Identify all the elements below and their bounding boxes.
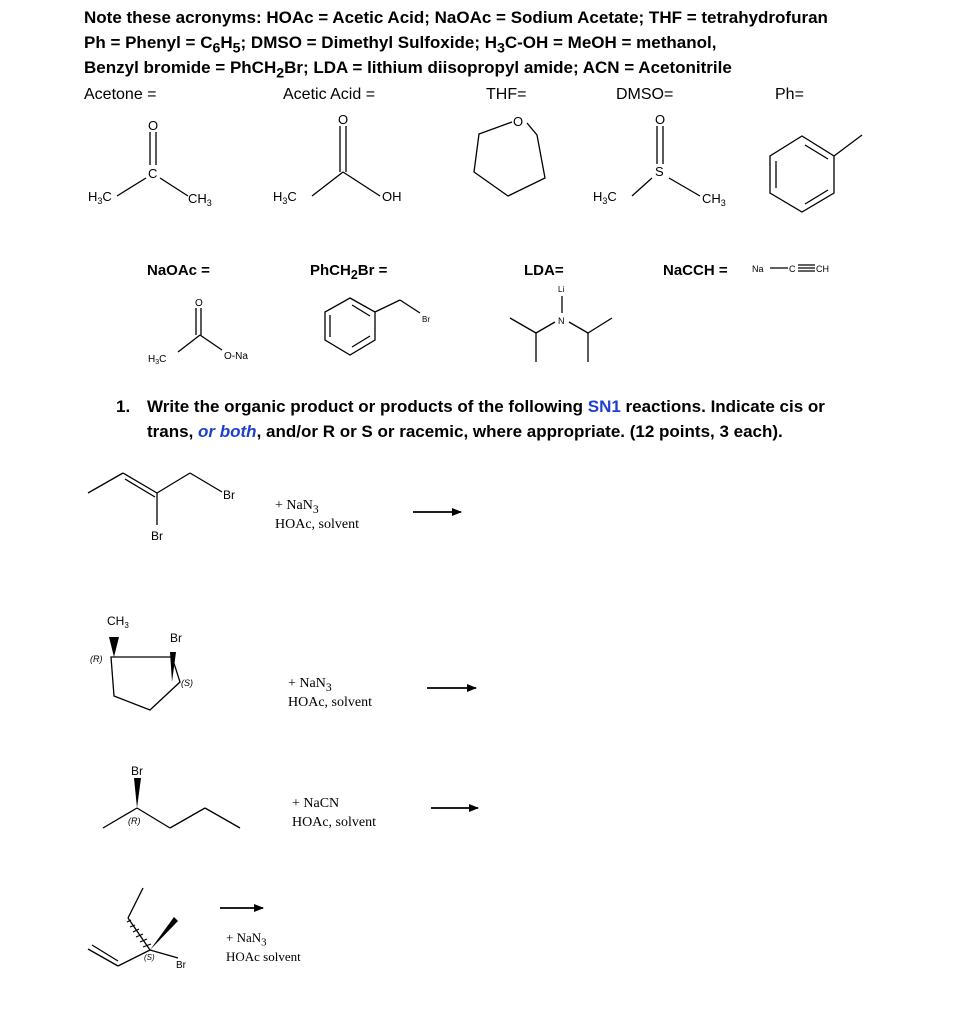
acetone-h3c: $H_3C$ xyxy=(88,189,112,206)
sn1-highlight: SN1 xyxy=(587,397,621,416)
acetic-acid-h3c: $H_3C$ xyxy=(273,189,297,206)
acetone-ch3: $CH_3$ xyxy=(188,191,212,208)
question-line-1: Write the organic product or products of the following SN1 reactions. Indicate cis or xyxy=(147,397,825,416)
dmso-sulfur: S xyxy=(655,164,664,179)
reaction-4-br: Br xyxy=(176,960,186,971)
naccch-na: Na xyxy=(752,264,764,274)
acetic-acid-structure xyxy=(312,126,380,196)
dmso-label: DMSO= xyxy=(616,86,674,103)
reaction-4-s-label: (S) xyxy=(144,953,155,962)
ph-label: Ph= xyxy=(775,86,804,103)
dmso-structure xyxy=(632,126,700,196)
reaction-3-substrate xyxy=(103,778,240,828)
acetone-oxygen: O xyxy=(148,118,159,133)
thf-label: THF= xyxy=(486,86,527,103)
reaction-3-conditions: + NaCN HOAc, solvent xyxy=(292,796,376,830)
reaction-1-br-vinyl: Br xyxy=(151,529,163,543)
naoac-ona: O-Na xyxy=(224,351,248,362)
dmso-ch3: $CH_3$ xyxy=(702,191,726,208)
naoac-oxygen: O xyxy=(195,298,203,309)
acetone-carbon: C xyxy=(148,166,158,181)
reaction-4-substrate xyxy=(88,888,178,966)
thf-oxygen: O xyxy=(513,114,524,129)
dmso-h3c: $H_3C$ xyxy=(593,189,617,206)
naoac-h3c: $H_3C$ xyxy=(148,354,167,366)
acetone-label: Acetone = xyxy=(84,86,157,103)
naoac-label: NaOAc = xyxy=(147,262,210,279)
lda-lithium: Li xyxy=(558,285,565,294)
question-number: 1. xyxy=(116,397,131,416)
reaction-3-r-label: (R) xyxy=(128,816,141,826)
dmso-oxygen: O xyxy=(655,112,666,127)
acetic-acid-oxygen: O xyxy=(338,112,349,127)
note-line-2: Ph = Phenyl = $C_6H_5$; DMSO = Dimethyl Sulfoxide; $H_3C-OH$ = MeOH = methanol, xyxy=(84,33,717,57)
acetone-structure xyxy=(117,132,188,196)
reaction-2-r-label: (R) xyxy=(90,654,103,664)
benzyl-bromide-br: Br xyxy=(422,315,430,324)
reaction-1-conditions: + NaN$_3$ HOAc, solvent xyxy=(275,498,359,532)
reaction-2-substrate xyxy=(109,637,180,710)
benzyl-bromide-structure xyxy=(325,298,420,355)
reaction-3-br: Br xyxy=(131,764,143,778)
reaction-4-conditions: + NaN$_3$ HOAc solvent xyxy=(226,930,301,964)
question-line-2: trans, or both, and/or R or S or racemic, where appropriate. (12 points, 3 each). xyxy=(147,422,783,441)
note-line-1: Note these acronyms: HOAc = Acetic Acid; NaOAc = Sodium Acetate; THF = tetrahydrofuran xyxy=(84,8,828,27)
reaction-2-conditions: + NaN$_3$ HOAc, solvent xyxy=(288,676,372,710)
naccch-ch: CH xyxy=(816,264,829,274)
reaction-2-br: Br xyxy=(170,631,182,645)
lda-structure xyxy=(510,296,612,362)
acetic-acid-label: Acetic Acid = xyxy=(283,86,376,103)
thf-structure xyxy=(474,122,545,196)
lda-nitrogen: N xyxy=(558,316,565,326)
naccch-c: C xyxy=(789,264,796,274)
reaction-1-br-allylic: Br xyxy=(223,488,235,502)
or-both-highlight: or both xyxy=(198,422,257,441)
naccch-label: NaCCH = xyxy=(663,262,728,279)
naoac-structure xyxy=(178,308,222,352)
acetic-acid-oh: OH xyxy=(382,189,402,204)
reaction-2-ch3: $CH_3$ xyxy=(107,614,129,630)
lda-label: LDA= xyxy=(524,262,564,279)
note-line-3: Benzyl bromide = PhCH$_2$Br; LDA = lithium diisopropyl amide; ACN = Acetonitrile xyxy=(84,58,732,82)
toluene-structure xyxy=(770,135,862,212)
reaction-1-substrate xyxy=(88,473,222,525)
reaction-2-s-label: (S) xyxy=(181,678,193,688)
phch2br-label: PhCH$_2$Br = xyxy=(310,262,388,282)
